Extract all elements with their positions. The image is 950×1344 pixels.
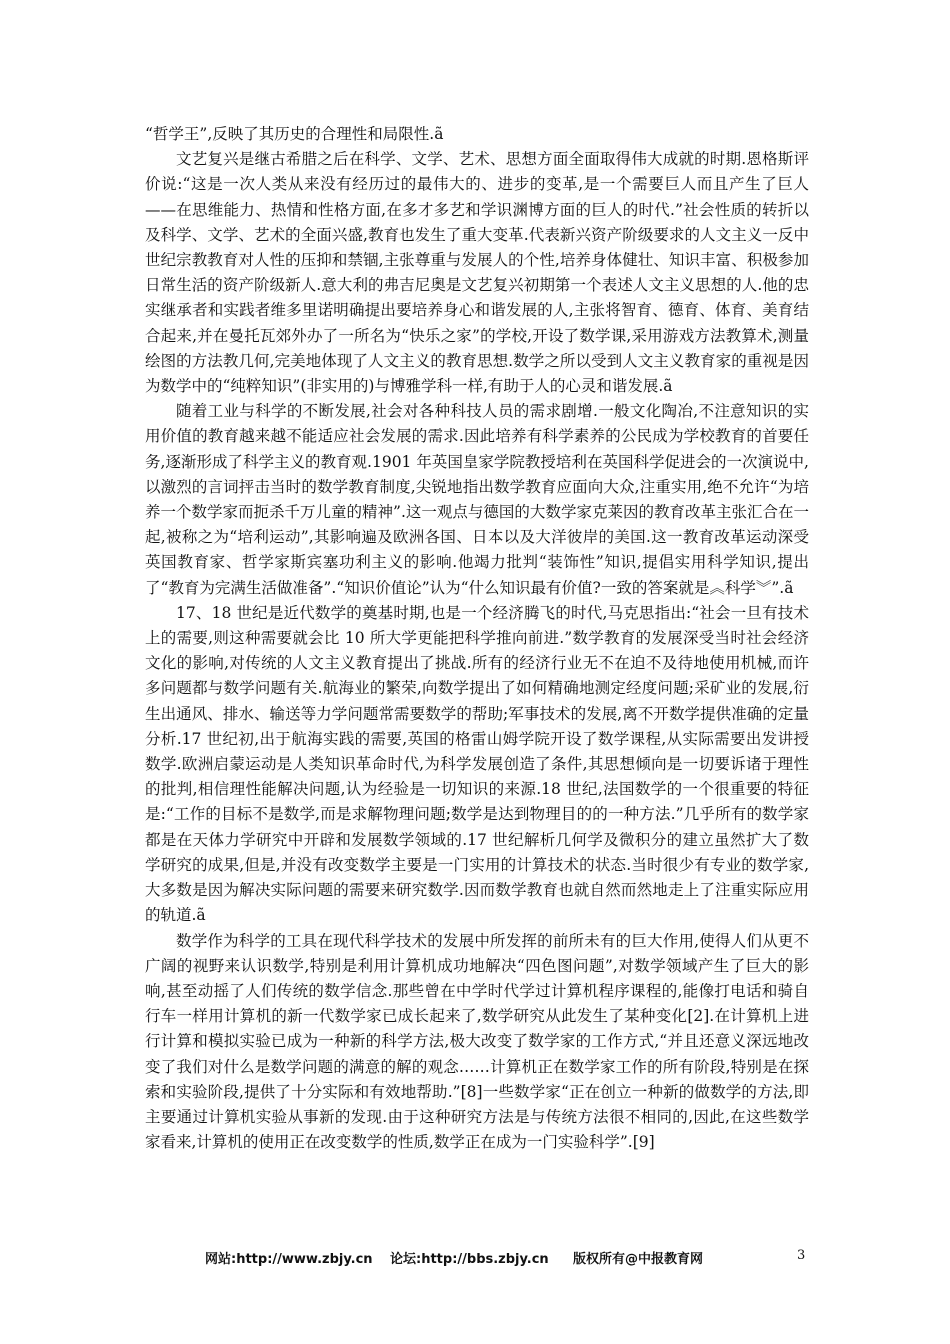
paragraph-renaissance: 文艺复兴是继古希腊之后在科学、文学、艺术、思想方面全面取得伟大成就的时期.恩格斯评价说:“这是一次人类从来没有经历过的最伟大的、进步的变革,是一个需要巨人而且产生了巨人——在思维能力、热情和性格方面,在多才多艺和学识渊博方面的巨人的时代.”社会性质的转折以及科学、文学、艺术的全面兴盛,教育也发生了重大变革.代表新兴资产阶级要求的人文主义一反中世纪宗教教育对人性的压抑和禁锢,主张尊重与发展人的个性,培养身体健壮、知识丰富、积极参加日常生活的资产阶级新人.意大利的弗吉尼奥是文艺复兴初期第一个表述人文主义思想的人.他的忠实继承者和实践者维多里诺明确提出要培养身心和谐发展的人,主张将智育、德育、体育、美育结合起来,并在曼托瓦郊外办了一所名为“快乐之家”的学校,开设了数学课,采用游戏方法教算术,测量绘图的方法教几何,完美地体现了人文主义的教育思想.数学之所以受到人文主义教育家的重视是因为数学中的“纯粹知识”(非实用的)与博雅学科一样,有助于人的心灵和谐发展.ã xyxy=(145,150,809,396)
body-text xyxy=(145,122,809,1155)
paragraph-scientism: 随着工业与科学的不断发展,社会对各种科技人员的需求剧增.一般文化陶冶,不注意知识的实用价值的教育越来越不能适应社会发展的需求.因此培养有科学素养的公民成为学校教育的首要任务,逐渐形成了科学主义的教育观.1901 年英国皇家学院教授培利在英国科学促进会的一次演说中,以激烈的言词抨击当时的数学教育制度,尖锐地指出数学教育应面向大众,注重实用,绝不允许“为培养一个数学家而扼杀千万儿童的精神”.这一观点与德国的大数学家克莱因的教育改革主张汇合在一起,被称之为“培利运动”,其影响遍及欧洲各国、日本以及大洋彼岸的美国.这一教育改革运动深受英国教育家、哲学家斯宾塞功利主义的影响.他竭力批判“装饰性”知识,提倡实用科学知识,提出了“教育为完满生活做准备”.“知识价值论”认为“什么知识最有价值?一致的答案就是︽科学︾”.ã xyxy=(145,402,809,597)
footer-website: 网站:http://www.zbjy.cn xyxy=(205,1252,373,1267)
paragraph-17-18-century: 17、18 世纪是近代数学的奠基时期,也是一个经济腾飞的时代,马克思指出:“社会一旦有技术上的需要,则这种需要就会比 10 所大学更能把科学推向前进.”数学教育的发展深受当时社会经济文化的影响,对传统的人文主义教育提出了挑战.所有的经济行业无不在迫不及待地使用机械,而许多问题都与数学问题有关.航海业的繁荣,向数学提出了如何精确地测定经度问题;采矿业的发展,衍生出通风、排水、输送等力学问题常需要数学的帮助;军事技术的发展,离不开数学提供准确的定量分析.17 世纪初,出于航海实践的需要,英国的格雷山姆学院开设了数学课程,从实际需要出发讲授数学.欧洲启蒙运动是人类知识革命时代,为科学发展创造了条件,其思想倾向是一切要诉诸于理性的批判,相信理性能解决问题,认为经验是一切知识的来源.18 世纪,法国数学的一个很重要的特征是:“工作的目标不是数学,而是求解物理问题;数学是达到物理目的的一种方法.”几乎所有的数学家都是在天体力学研究中开辟和发展数学领域的.17 世纪解析几何学及微积分的建立虽然扩大了数学研究的成果,但是,并没有改变数学主要是一门实用的计算技术的状态.当时很少有专业的数学家,大多数是因为解决实际问题的需要来研究数学.因而数学教育也就自然而然地走上了注重实际应用的轨道.ã xyxy=(145,603,809,925)
page-number: 3 xyxy=(797,1248,806,1263)
page-footer xyxy=(0,1248,950,1272)
footer-forum: 论坛:http://bbs.zbjy.cn xyxy=(390,1252,549,1267)
footer-copyright: 版权所有@中报教育网 xyxy=(573,1252,704,1267)
paragraph-continuation: “哲学王”,反映了其历史的合理性和局限性.ã xyxy=(145,125,444,143)
paragraph-computer-era: 数学作为科学的工具在现代科学技术的发展中所发挥的前所未有的巨大作用,使得人们从更不广阔的视野来认识数学,特别是利用计算机成功地解决“四色图问题”,对数学领域产生了巨大的影响,甚至动摇了人们传统的数学信念.那些曾在中学时代学过计算机程序课程的,能像打电话和骑自行车一样用计算机的新一代数学家已成长起来了,数学研究从此发生了某种变化[2].在计算机上进行计算和模拟实验已成为一种新的科学方法,极大改变了数学家的工作方式,“并且还意义深远地改变了我们对什么是数学问题的满意的解的观念……计算机正在数学家工作的所有阶段,特别是在探索和实验阶段,提供了十分实际和有效地帮助.”[8]一些数学家“正在创立一种新的做数学的方法,即主要通过计算机实验从事新的发现.由于这种研究方法是与传统方法很不相同的,因此,在这些数学家看来,计算机的使用正在改变数学的性质,数学正在成为一门实验科学”.[9] xyxy=(145,931,809,1152)
